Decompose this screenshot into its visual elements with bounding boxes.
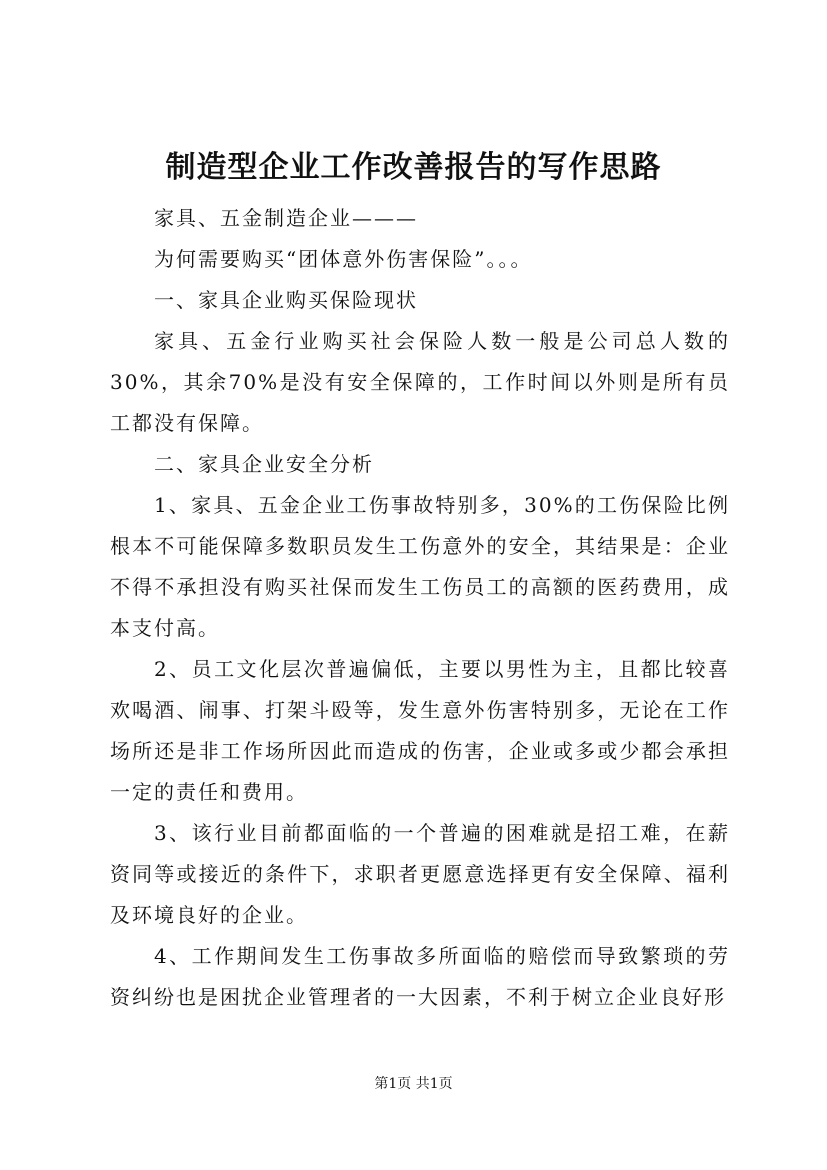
document-body (110, 198, 730, 1018)
paragraph-question: 为何需要购买“团体意外伤害保险”。。。 (154, 247, 533, 271)
paragraph-item-1: 1、家具、五金企业工伤事故特别多，30%的工伤保险比例根本不可能保障多数职员发生工伤意外的安全，其结果是：企业不得不承担没有购买社保而发生工伤员工的高额的医药费用，成本支付高。 (110, 493, 730, 640)
paragraph-item-2: 2、员工文化层次普遍偏低，主要以男性为主，且都比较喜欢喝酒、闹事、打架斗殴等，发生意外伤害特别多，无论在工作场所还是非工作场所因此而造成的伤害，企业或多或少都会承担一定的责任和费用。 (110, 657, 730, 804)
section-heading-1: 一、家具企业购买保险现状 (154, 288, 418, 312)
paragraph-item-3: 3、该行业目前都面临的一个普遍的困难就是招工难，在薪资同等或接近的条件下，求职者更愿意选择更有安全保障、福利及环境良好的企业。 (110, 821, 730, 927)
document-title: 制造型企业工作改善报告的写作思路 (165, 150, 662, 185)
paragraph-subtitle: 家具、五金制造企业——— (154, 206, 418, 230)
page-footer: 第1页 共1页 (374, 1076, 453, 1092)
paragraph-status: 家具、五金行业购买社会保险人数一般是公司总人数的30%，其余70%是没有安全保障的，工作时间以外则是所有员工都没有保障。 (110, 329, 730, 435)
section-heading-2: 二、家具企业安全分析 (154, 452, 374, 476)
paragraph-item-4: 4、工作期间发生工伤事故多所面临的赔偿而导致繁琐的劳资纠纷也是困扰企业管理者的一大因素，不利于树立企业良好形 (110, 944, 730, 1009)
